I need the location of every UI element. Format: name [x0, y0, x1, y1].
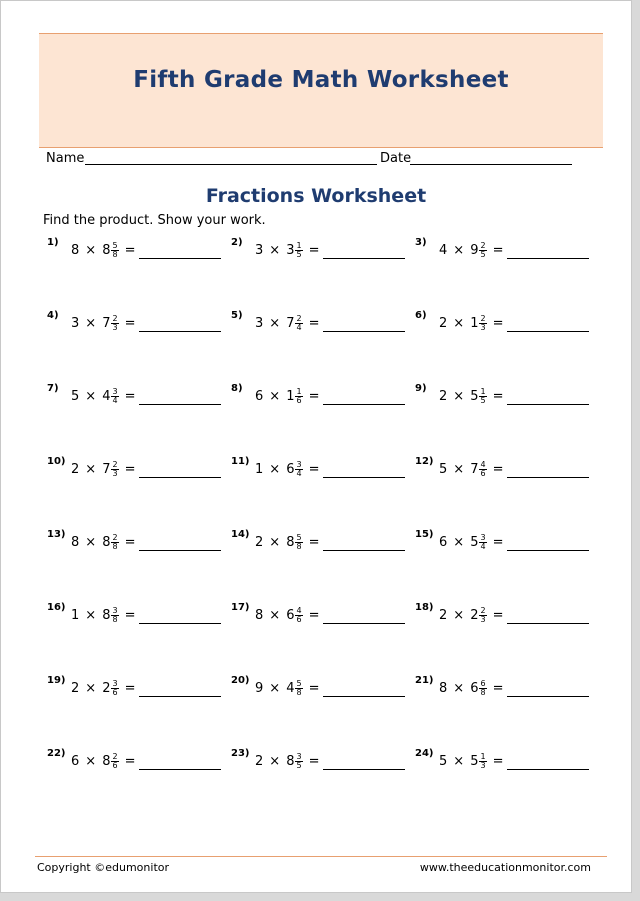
- answer-line[interactable]: [139, 404, 221, 405]
- times-symbol: ×: [453, 534, 465, 550]
- problem-number: 24): [415, 748, 434, 759]
- equals-symbol: =: [308, 680, 320, 696]
- answer-line[interactable]: [139, 258, 221, 259]
- equals-symbol: =: [492, 461, 504, 477]
- fraction: [111, 461, 118, 478]
- whole-number: 7: [286, 315, 295, 331]
- times-symbol: ×: [269, 680, 281, 696]
- equals-symbol: =: [308, 534, 320, 550]
- factor: 6: [71, 753, 80, 769]
- equals-symbol: =: [124, 534, 136, 550]
- equals-symbol: =: [492, 242, 504, 258]
- times-symbol: ×: [85, 461, 97, 477]
- problem-number: 9): [415, 383, 427, 394]
- problem-item: [47, 310, 227, 338]
- problem-number: 1): [47, 237, 59, 248]
- fraction: [111, 607, 118, 624]
- times-symbol: ×: [85, 680, 97, 696]
- whole-number: 2: [470, 607, 479, 623]
- problem-item: [231, 602, 411, 630]
- numerator: 3: [296, 751, 302, 761]
- fraction: [479, 534, 486, 551]
- equals-symbol: =: [492, 753, 504, 769]
- times-symbol: ×: [453, 388, 465, 404]
- numerator: 1: [296, 386, 302, 396]
- numerator: 2: [112, 532, 118, 542]
- denominator: 8: [296, 541, 302, 551]
- equals-symbol: =: [124, 388, 136, 404]
- numerator: 1: [480, 751, 486, 761]
- denominator: 3: [480, 614, 486, 624]
- factor: 1: [71, 607, 80, 623]
- factor: 2: [255, 753, 264, 769]
- problem-number: 18): [415, 602, 434, 613]
- times-symbol: ×: [453, 461, 465, 477]
- factor: 2: [439, 388, 448, 404]
- numerator: 5: [296, 678, 302, 688]
- answer-line[interactable]: [323, 404, 405, 405]
- copyright-text: Copyright ©edumonitor: [37, 861, 170, 874]
- problem-expression: [255, 602, 319, 628]
- fraction: [111, 388, 118, 405]
- numerator: 2: [112, 459, 118, 469]
- numerator: 5: [112, 240, 118, 250]
- date-label: Date: [380, 151, 412, 166]
- times-symbol: ×: [85, 607, 97, 623]
- numerator: 2: [480, 605, 486, 615]
- whole-number: 9: [470, 242, 479, 258]
- factor: 4: [439, 242, 448, 258]
- equals-symbol: =: [492, 607, 504, 623]
- times-symbol: ×: [85, 534, 97, 550]
- problem-number: 7): [47, 383, 59, 394]
- fraction: [111, 315, 118, 332]
- fraction: [295, 461, 302, 478]
- fraction: [111, 534, 118, 551]
- whole-number: 7: [470, 461, 479, 477]
- factor: 1: [255, 461, 264, 477]
- numerator: 5: [296, 532, 302, 542]
- problem-expression: [71, 529, 135, 555]
- times-symbol: ×: [85, 753, 97, 769]
- numerator: 2: [480, 240, 486, 250]
- problem-number: 22): [47, 748, 66, 759]
- problem-item: [47, 383, 227, 411]
- problem-expression: [71, 237, 135, 263]
- factor: 3: [255, 242, 264, 258]
- fraction: [479, 461, 486, 478]
- fraction: [479, 753, 486, 770]
- answer-line[interactable]: [323, 696, 405, 697]
- times-symbol: ×: [85, 315, 97, 331]
- denominator: 3: [480, 760, 486, 770]
- problem-expression: [255, 456, 319, 482]
- equals-symbol: =: [124, 461, 136, 477]
- problem-number: 17): [231, 602, 250, 613]
- denominator: 4: [112, 395, 118, 405]
- fraction: [295, 315, 302, 332]
- denominator: 8: [112, 249, 118, 259]
- factor: 5: [439, 753, 448, 769]
- problem-item: [47, 237, 227, 265]
- answer-line[interactable]: [139, 623, 221, 624]
- equals-symbol: =: [124, 753, 136, 769]
- whole-number: 3: [286, 242, 295, 258]
- answer-line[interactable]: [507, 331, 589, 332]
- numerator: 1: [296, 240, 302, 250]
- problem-expression: [439, 237, 503, 263]
- factor: 2: [439, 607, 448, 623]
- answer-line[interactable]: [139, 550, 221, 551]
- problem-item: [231, 383, 411, 411]
- whole-number: 1: [286, 388, 295, 404]
- factor: 5: [71, 388, 80, 404]
- date-line: [410, 164, 572, 165]
- denominator: 3: [480, 322, 486, 332]
- numerator: 4: [296, 605, 302, 615]
- answer-line[interactable]: [139, 477, 221, 478]
- denominator: 4: [296, 468, 302, 478]
- problem-expression: [439, 310, 503, 336]
- problem-item: [415, 310, 595, 338]
- problem-expression: [255, 383, 319, 409]
- problem-expression: [255, 529, 319, 555]
- problem-number: 10): [47, 456, 66, 467]
- fraction: [295, 753, 302, 770]
- answer-line[interactable]: [323, 258, 405, 259]
- problem-expression: [71, 383, 135, 409]
- equals-symbol: =: [492, 534, 504, 550]
- fraction: [295, 242, 302, 259]
- problem-number: 8): [231, 383, 243, 394]
- whole-number: 8: [286, 534, 295, 550]
- whole-number: 6: [470, 680, 479, 696]
- numerator: 3: [112, 605, 118, 615]
- equals-symbol: =: [124, 242, 136, 258]
- denominator: 8: [480, 687, 486, 697]
- answer-line[interactable]: [139, 696, 221, 697]
- whole-number: 5: [470, 534, 479, 550]
- problem-expression: [255, 237, 319, 263]
- whole-number: 4: [102, 388, 111, 404]
- answer-line[interactable]: [139, 769, 221, 770]
- whole-number: 6: [286, 607, 295, 623]
- problem-number: 15): [415, 529, 434, 540]
- whole-number: 8: [102, 607, 111, 623]
- denominator: 3: [112, 322, 118, 332]
- denominator: 3: [112, 468, 118, 478]
- times-symbol: ×: [269, 242, 281, 258]
- factor: 3: [71, 315, 80, 331]
- whole-number: 8: [102, 534, 111, 550]
- denominator: 5: [480, 395, 486, 405]
- whole-number: 1: [470, 315, 479, 331]
- instructions: Find the product. Show your work.: [43, 213, 266, 228]
- problem-expression: [439, 383, 503, 409]
- times-symbol: ×: [269, 388, 281, 404]
- problem-expression: [255, 310, 319, 336]
- name-line: [85, 164, 377, 165]
- problem-item: [415, 383, 595, 411]
- times-symbol: ×: [453, 242, 465, 258]
- answer-line[interactable]: [323, 550, 405, 551]
- fraction: [479, 242, 486, 259]
- problem-expression: [71, 602, 135, 628]
- denominator: 6: [296, 395, 302, 405]
- denominator: 5: [296, 249, 302, 259]
- factor: 5: [439, 461, 448, 477]
- answer-line[interactable]: [323, 769, 405, 770]
- problem-item: [231, 748, 411, 776]
- fraction: [295, 388, 302, 405]
- numerator: 2: [480, 313, 486, 323]
- fraction: [479, 388, 486, 405]
- denominator: 5: [480, 249, 486, 259]
- problem-item: [231, 237, 411, 265]
- numerator: 1: [480, 386, 486, 396]
- whole-number: 8: [102, 753, 111, 769]
- denominator: 8: [112, 541, 118, 551]
- times-symbol: ×: [85, 242, 97, 258]
- equals-symbol: =: [124, 315, 136, 331]
- fraction: [479, 680, 486, 697]
- factor: 9: [255, 680, 264, 696]
- problem-number: 16): [47, 602, 66, 613]
- problem-number: 5): [231, 310, 243, 321]
- times-symbol: ×: [453, 753, 465, 769]
- problem-item: [231, 675, 411, 703]
- problem-number: 19): [47, 675, 66, 686]
- problem-item: [415, 748, 595, 776]
- factor: 2: [71, 680, 80, 696]
- whole-number: 7: [102, 315, 111, 331]
- worksheet-subtitle: Fractions Worksheet: [205, 185, 427, 207]
- problem-item: [415, 529, 595, 557]
- name-label: Name: [46, 151, 85, 166]
- problem-number: 12): [415, 456, 434, 467]
- denominator: 8: [112, 614, 118, 624]
- numerator: 2: [112, 313, 118, 323]
- answer-line[interactable]: [507, 623, 589, 624]
- title-banner: [39, 33, 603, 148]
- problem-expression: [439, 529, 503, 555]
- times-symbol: ×: [269, 315, 281, 331]
- equals-symbol: =: [124, 680, 136, 696]
- problem-expression: [439, 456, 503, 482]
- denominator: 6: [296, 614, 302, 624]
- times-symbol: ×: [85, 388, 97, 404]
- factor: 8: [439, 680, 448, 696]
- equals-symbol: =: [492, 315, 504, 331]
- equals-symbol: =: [308, 315, 320, 331]
- problem-expression: [439, 675, 503, 701]
- problem-expression: [439, 602, 503, 628]
- problem-item: [47, 675, 227, 703]
- whole-number: 6: [286, 461, 295, 477]
- equals-symbol: =: [124, 607, 136, 623]
- whole-number: 8: [286, 753, 295, 769]
- website-text: www.theeducationmonitor.com: [419, 861, 591, 874]
- problem-number: 2): [231, 237, 243, 248]
- problem-item: [415, 602, 595, 630]
- denominator: 4: [480, 541, 486, 551]
- numerator: 2: [296, 313, 302, 323]
- answer-line[interactable]: [139, 331, 221, 332]
- times-symbol: ×: [269, 607, 281, 623]
- denominator: 6: [112, 687, 118, 697]
- problem-item: [231, 529, 411, 557]
- equals-symbol: =: [308, 753, 320, 769]
- factor: 8: [71, 534, 80, 550]
- answer-line[interactable]: [507, 258, 589, 259]
- problem-number: 21): [415, 675, 434, 686]
- problem-number: 13): [47, 529, 66, 540]
- problem-number: 20): [231, 675, 250, 686]
- answer-line[interactable]: [507, 769, 589, 770]
- whole-number: 7: [102, 461, 111, 477]
- equals-symbol: =: [308, 461, 320, 477]
- answer-line[interactable]: [323, 331, 405, 332]
- numerator: 4: [480, 459, 486, 469]
- numerator: 3: [112, 386, 118, 396]
- denominator: 6: [480, 468, 486, 478]
- times-symbol: ×: [269, 753, 281, 769]
- fraction: [479, 607, 486, 624]
- factor: 2: [255, 534, 264, 550]
- factor: 6: [255, 388, 264, 404]
- numerator: 3: [112, 678, 118, 688]
- answer-line[interactable]: [507, 477, 589, 478]
- problem-expression: [439, 748, 503, 774]
- times-symbol: ×: [269, 534, 281, 550]
- problem-number: 6): [415, 310, 427, 321]
- equals-symbol: =: [308, 388, 320, 404]
- denominator: 8: [296, 687, 302, 697]
- equals-symbol: =: [492, 388, 504, 404]
- problem-number: 4): [47, 310, 59, 321]
- denominator: 5: [296, 760, 302, 770]
- factor: 6: [439, 534, 448, 550]
- problem-item: [47, 529, 227, 557]
- times-symbol: ×: [453, 680, 465, 696]
- factor: 8: [255, 607, 264, 623]
- problem-item: [231, 310, 411, 338]
- fraction: [295, 680, 302, 697]
- whole-number: 2: [102, 680, 111, 696]
- answer-line[interactable]: [507, 550, 589, 551]
- times-symbol: ×: [269, 461, 281, 477]
- factor: 8: [71, 242, 80, 258]
- times-symbol: ×: [453, 315, 465, 331]
- problem-item: [231, 456, 411, 484]
- problem-number: 23): [231, 748, 250, 759]
- factor: 2: [439, 315, 448, 331]
- fraction: [479, 315, 486, 332]
- factor: 2: [71, 461, 80, 477]
- fraction: [111, 680, 118, 697]
- problem-expression: [71, 675, 135, 701]
- equals-symbol: =: [308, 607, 320, 623]
- page-title: Fifth Grade Math Worksheet: [133, 67, 509, 93]
- whole-number: 8: [102, 242, 111, 258]
- footer-divider: [35, 856, 607, 857]
- denominator: 6: [112, 760, 118, 770]
- problem-expression: [255, 748, 319, 774]
- problem-expression: [255, 675, 319, 701]
- answer-line[interactable]: [507, 404, 589, 405]
- fraction: [295, 534, 302, 551]
- numerator: 3: [296, 459, 302, 469]
- equals-symbol: =: [308, 242, 320, 258]
- numerator: 6: [480, 678, 486, 688]
- fraction: [111, 753, 118, 770]
- numerator: 3: [480, 532, 486, 542]
- problem-item: [415, 675, 595, 703]
- problem-number: 11): [231, 456, 250, 467]
- times-symbol: ×: [453, 607, 465, 623]
- factor: 3: [255, 315, 264, 331]
- fraction: [111, 242, 118, 259]
- whole-number: 4: [286, 680, 295, 696]
- equals-symbol: =: [492, 680, 504, 696]
- answer-line[interactable]: [323, 623, 405, 624]
- problem-item: [47, 456, 227, 484]
- problem-number: 3): [415, 237, 427, 248]
- problem-number: 14): [231, 529, 250, 540]
- problem-item: [47, 748, 227, 776]
- denominator: 4: [296, 322, 302, 332]
- problem-expression: [71, 310, 135, 336]
- fraction: [295, 607, 302, 624]
- numerator: 2: [112, 751, 118, 761]
- problem-item: [415, 456, 595, 484]
- answer-line[interactable]: [323, 477, 405, 478]
- problem-expression: [71, 748, 135, 774]
- problem-expression: [71, 456, 135, 482]
- problem-item: [47, 602, 227, 630]
- answer-line[interactable]: [507, 696, 589, 697]
- problem-item: [415, 237, 595, 265]
- whole-number: 5: [470, 388, 479, 404]
- whole-number: 5: [470, 753, 479, 769]
